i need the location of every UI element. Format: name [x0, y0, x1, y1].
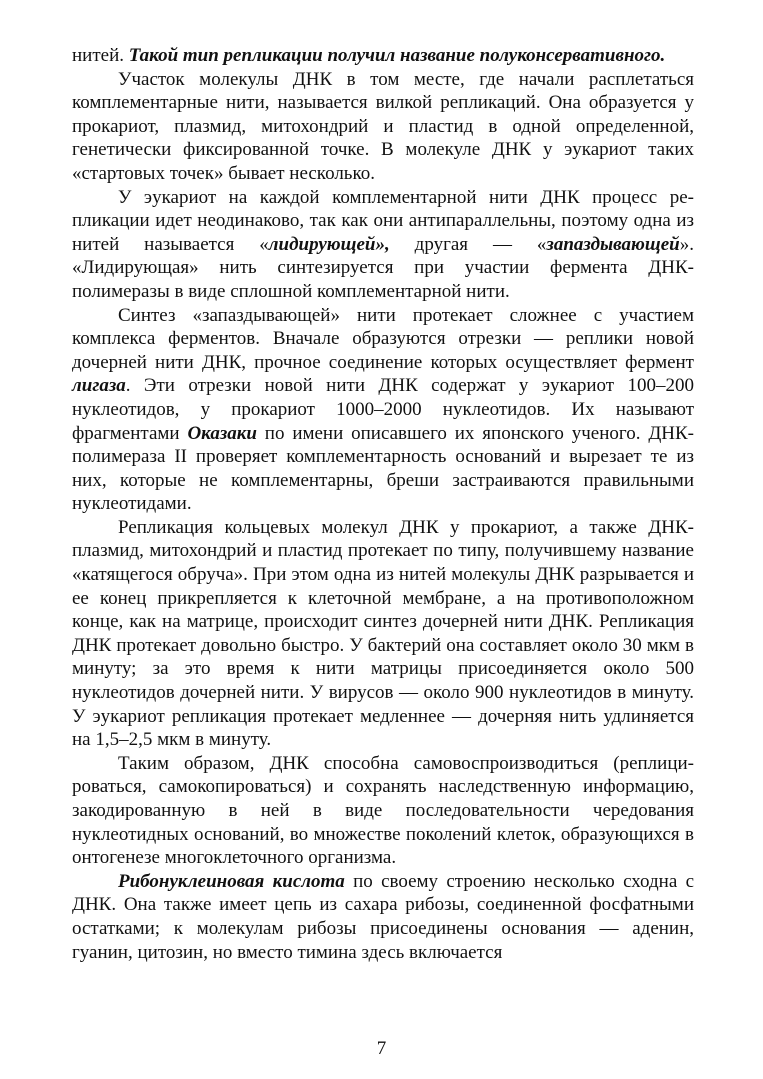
emphasis-run: Оказаки [187, 422, 257, 444]
text-run: ». «Лидирующая» нить синтезируется при участии фермента ДНК-полимеразы в виде сплошной комплементарной нити. [72, 233, 694, 302]
paragraph [72, 752, 694, 870]
page-body [72, 44, 694, 964]
paragraph [72, 186, 694, 304]
text-run: . Эти отрезки новой нити ДНК содержат у эукариот 100–200 нуклеотидов, у прокариот 1000–2000 нуклеотидов. Их называют фрагментами [72, 375, 694, 444]
emphasis-run: Рибонуклеиновая кислота [118, 870, 345, 892]
emphasis-run: запаздывающей [546, 233, 680, 255]
text-run: Репликация кольцевых молекул ДНК у прокариот, а также ДНК-плазмид, митохондрий и пластид протекает по типу, получившему название «катящегося обруча». При этом одна из нитей молекулы ДНК разрывается и ее конец прикрепляется к клеточной мембране, а на противоположном конце, как на матрице, происходит синтез дочерней нити ДНК. Репликация ДНК протекает довольно быстро. У бактерий она составляет около 30 мкм в минуту; за это время к нити матрицы присоединяется около 500 нуклеотидов дочерней нити. У вирусов — около 900 нуклеотидов в минуту. У эукариот репликация протекает медленнее — дочерняя нить удлиняется на 1,5–2,5 мкм в минуту. [72, 516, 694, 751]
emphasis-run: Такой тип репликации получил название полуконсервативного. [128, 45, 666, 66]
emphasis-run: лигаза [72, 375, 126, 397]
text-run: другая — « [414, 233, 547, 255]
page-number: 7 [376, 1038, 387, 1059]
emphasis-run: лидирующей», [268, 233, 415, 255]
text-run: Участок молекулы ДНК в том месте, где начали расплетаться комплементарные нити, называется вилкой репликаций. Она образуется у прокариот, плазмид, митохондрий и пластид в одной определенной, генетически фиксированной точке. В молекуле ДНК у эукариот таких «стартовых точек» бывает несколько. [72, 68, 694, 184]
text-run: Синтез «запаздывающей» нити протекает сложнее с участием комплекса ферментов. Вначале образуются отрезки — реплики новой дочерней нити ДНК, прочное соединение которых осуществляет фермент [72, 304, 694, 373]
text-run: нитей. [72, 45, 129, 66]
paragraph [72, 870, 694, 964]
text-run: Таким образом, ДНК способна самовоспроизводиться (реплицироваться, самокопироваться) и сохранять наследственную информацию, закодированную в ней в виде последовательности чередования нуклеотидных оснований, во множестве поколений клеток, образующихся в онтогенезе многоклеточного организма. [72, 752, 694, 869]
paragraph [72, 304, 694, 516]
paragraph [72, 44, 694, 68]
text-run: по имени описавшего их японского ученого. ДНК-полимераза II проверяет комплементарность оснований и вырезает те из них, которые не комплементарны, бреши застраиваются правильными нуклеотидами. [72, 422, 694, 515]
text-run: У эукариот на каждой комплементарной нити ДНК процесс репликации идет неодинаково, так как они антипараллельны, поэтому одна из нитей называется « [72, 186, 694, 255]
paragraph [72, 68, 694, 186]
paragraph [72, 516, 694, 752]
text-run: по своему строению несколько сходна с ДНК. Она также имеет цепь из сахара рибозы, соединенной фосфатными остатками; к молекулам рибозы присоединены основания — аденин, гуанин, цитозин, но вместо тимина здесь включается [72, 870, 695, 963]
